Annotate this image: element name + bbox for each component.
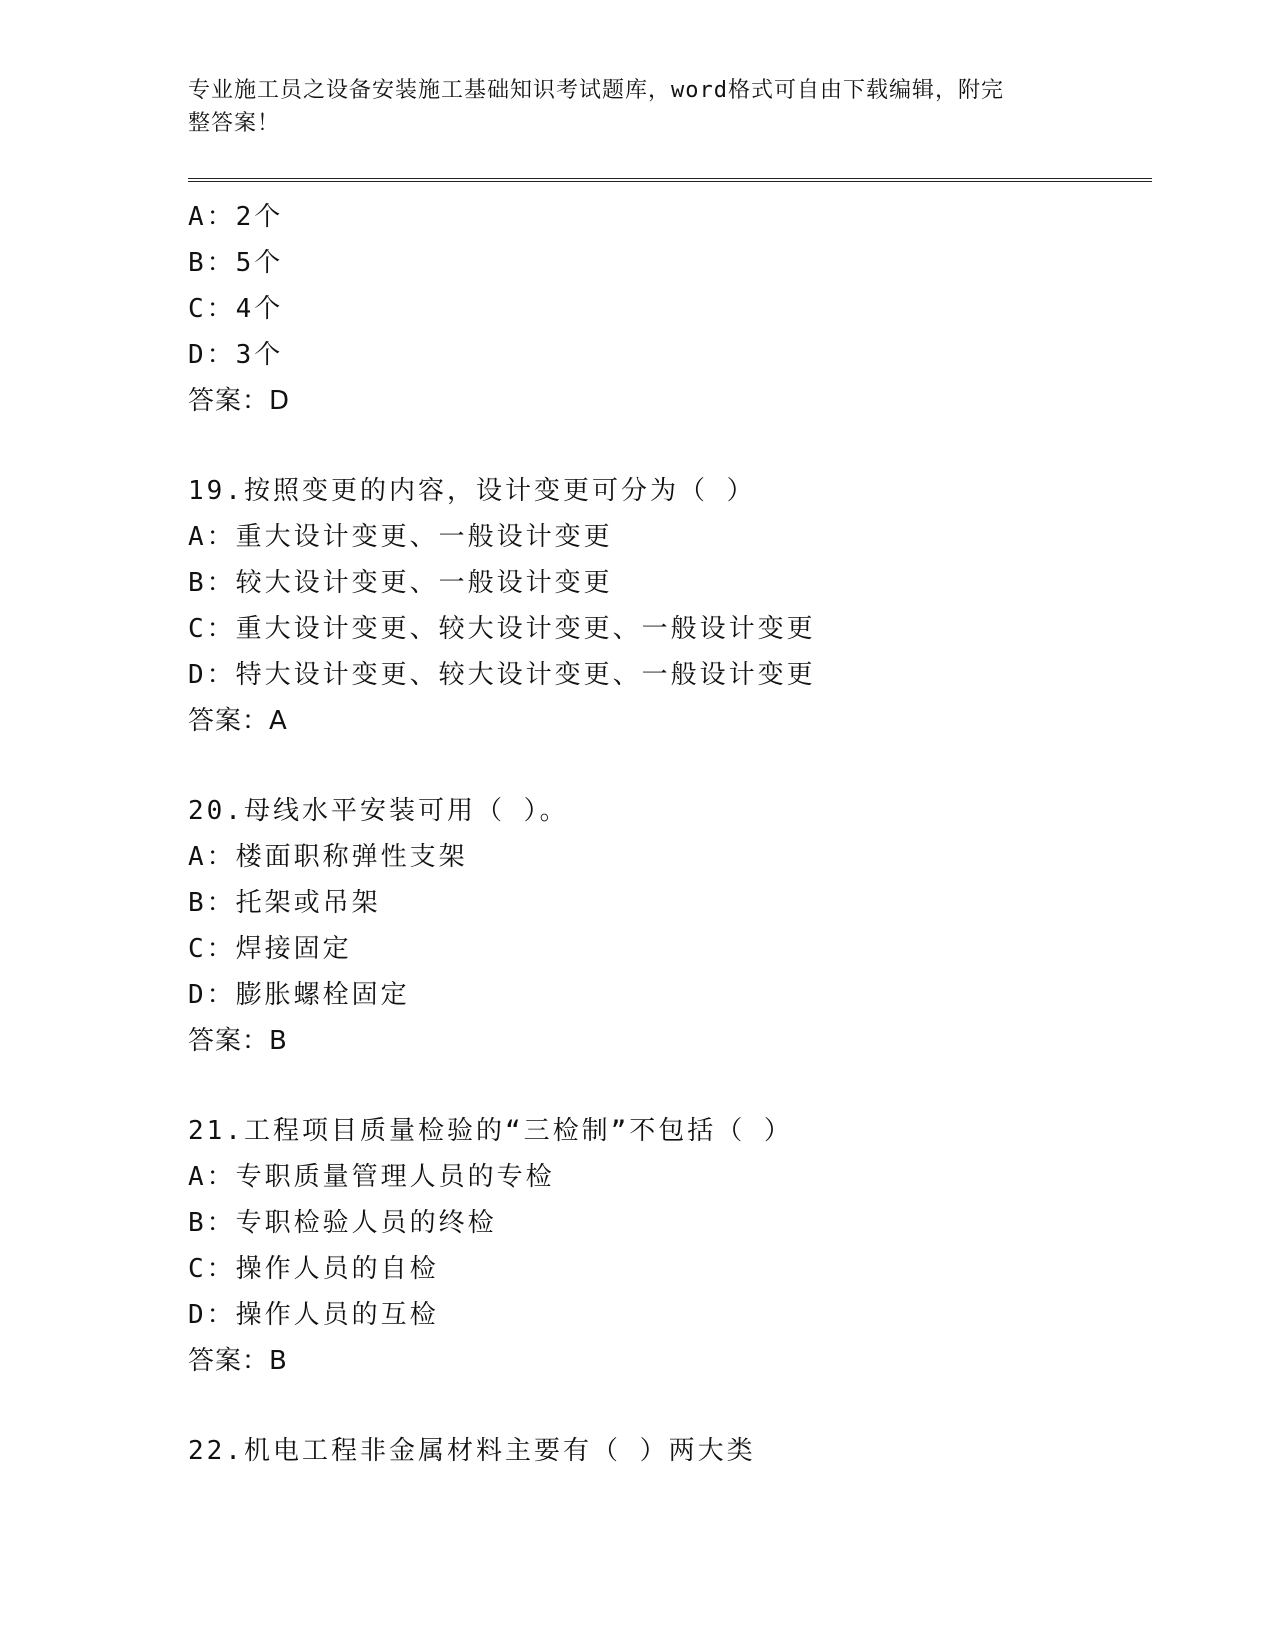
spacer <box>188 744 1128 788</box>
question-text: 22.机电工程非金属材料主要有（ ）两大类 <box>188 1436 756 1466</box>
option-d: D：3个 <box>188 340 284 370</box>
question-block-20 <box>188 788 1128 1064</box>
option-d: D：操作人员的互检 <box>188 1300 439 1330</box>
header-divider <box>188 178 1152 182</box>
answer-line: 答案：D <box>188 386 291 416</box>
header-line-1: 专业施工员之设备安装施工基础知识考试题库，word格式可自由下载编辑，附完 <box>188 78 1004 103</box>
option-d: D：膨胀螺栓固定 <box>188 980 410 1010</box>
option-a: A：重大设计变更、一般设计变更 <box>188 522 613 552</box>
answer-line: 答案：B <box>188 1026 288 1056</box>
question-list <box>188 194 1128 1474</box>
option-b: B：托架或吊架 <box>188 888 381 918</box>
option-d: D：特大设计变更、较大设计变更、一般设计变更 <box>188 660 816 690</box>
spacer <box>188 1064 1128 1108</box>
question-block-22 <box>188 1428 1128 1474</box>
question-block-21 <box>188 1108 1128 1384</box>
option-c: C：操作人员的自检 <box>188 1254 439 1284</box>
option-c: C：4个 <box>188 294 284 324</box>
question-block-19 <box>188 468 1128 744</box>
option-a: A：专职质量管理人员的专检 <box>188 1162 555 1192</box>
spacer <box>188 424 1128 468</box>
option-b: B：5个 <box>188 248 284 278</box>
document-header <box>188 74 1068 140</box>
answer-line: 答案：A <box>188 706 288 736</box>
option-a: A：楼面职称弹性支架 <box>188 842 468 872</box>
header-line-2: 整答案！ <box>188 111 281 136</box>
answer-line: 答案：B <box>188 1346 288 1376</box>
question-block-18 <box>188 194 1128 424</box>
option-b: B：专职检验人员的终检 <box>188 1208 497 1238</box>
option-c: C：重大设计变更、较大设计变更、一般设计变更 <box>188 614 816 644</box>
question-text: 19.按照变更的内容，设计变更可分为（ ） <box>188 476 756 506</box>
option-a: A：2个 <box>188 202 284 232</box>
option-c: C：焊接固定 <box>188 934 352 964</box>
spacer <box>188 1384 1128 1428</box>
question-text: 20.母线水平安装可用（ ）。 <box>188 796 569 826</box>
question-text: 21.工程项目质量检验的“三检制”不包括（ ） <box>188 1116 793 1146</box>
option-b: B：较大设计变更、一般设计变更 <box>188 568 613 598</box>
